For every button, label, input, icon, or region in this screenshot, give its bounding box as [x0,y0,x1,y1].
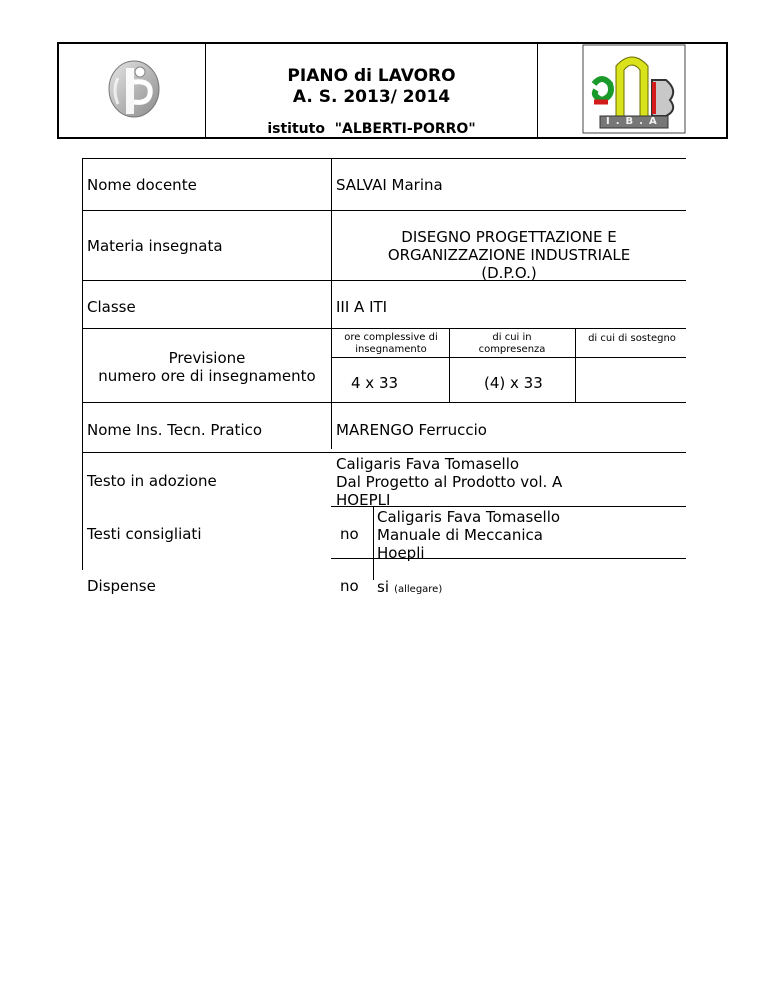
sostegno-header: di cui di sostegno [588,333,676,344]
institute-name: istituto "ALBERTI-PORRO" [267,121,476,137]
itp-label: Nome Ins. Tecn. Pratico [87,421,263,439]
page-title: PIANO di LAVORO A. S. 2013/ 2014 [287,66,456,107]
dispense-no: no [340,577,359,595]
dispense-si-label: si [377,578,389,596]
dispense-si [377,577,442,599]
logo-text: I.B.A [606,116,663,127]
compresenza-value: (4) x 33 [484,374,543,392]
testo-label: Testo in adozione [87,472,217,490]
compresenza-header: di cui in compresenza [478,332,546,355]
docente-label: Nome docente [87,176,197,194]
dispense-note: (allegare) [394,584,443,595]
classe-value: III A ITI [336,298,388,316]
previsione-label: Previsione numero ore di insegnamento [98,349,316,385]
institute-logo [582,44,686,134]
classe-label: Classe [87,298,136,316]
dispense-label: Dispense [87,577,156,595]
materia-label: Materia insegnata [87,237,223,255]
itp-value: MARENGO Ferruccio [336,421,487,439]
testo-value: Caligaris Fava Tomasello Dal Progetto al Prodotto vol. A HOEPLI [336,455,563,509]
materia-value: DISEGNO PROGETTAZIONE E ORGANIZZAZIONE INDUSTRIALE (D.P.O.) [387,228,631,282]
ore-complessive-header: ore complessive di insegnamento [344,332,438,355]
consigliati-label: Testi consigliati [87,525,202,543]
docente-value: SALVAI Marina [336,176,443,194]
consigliati-value: Caligaris Fava Tomasello Manuale di Meccanica Hoepli [377,508,561,562]
ore-complessive-value: 4 x 33 [351,374,399,392]
consigliati-choice: no [340,525,359,543]
school-logo-icon [104,58,164,120]
